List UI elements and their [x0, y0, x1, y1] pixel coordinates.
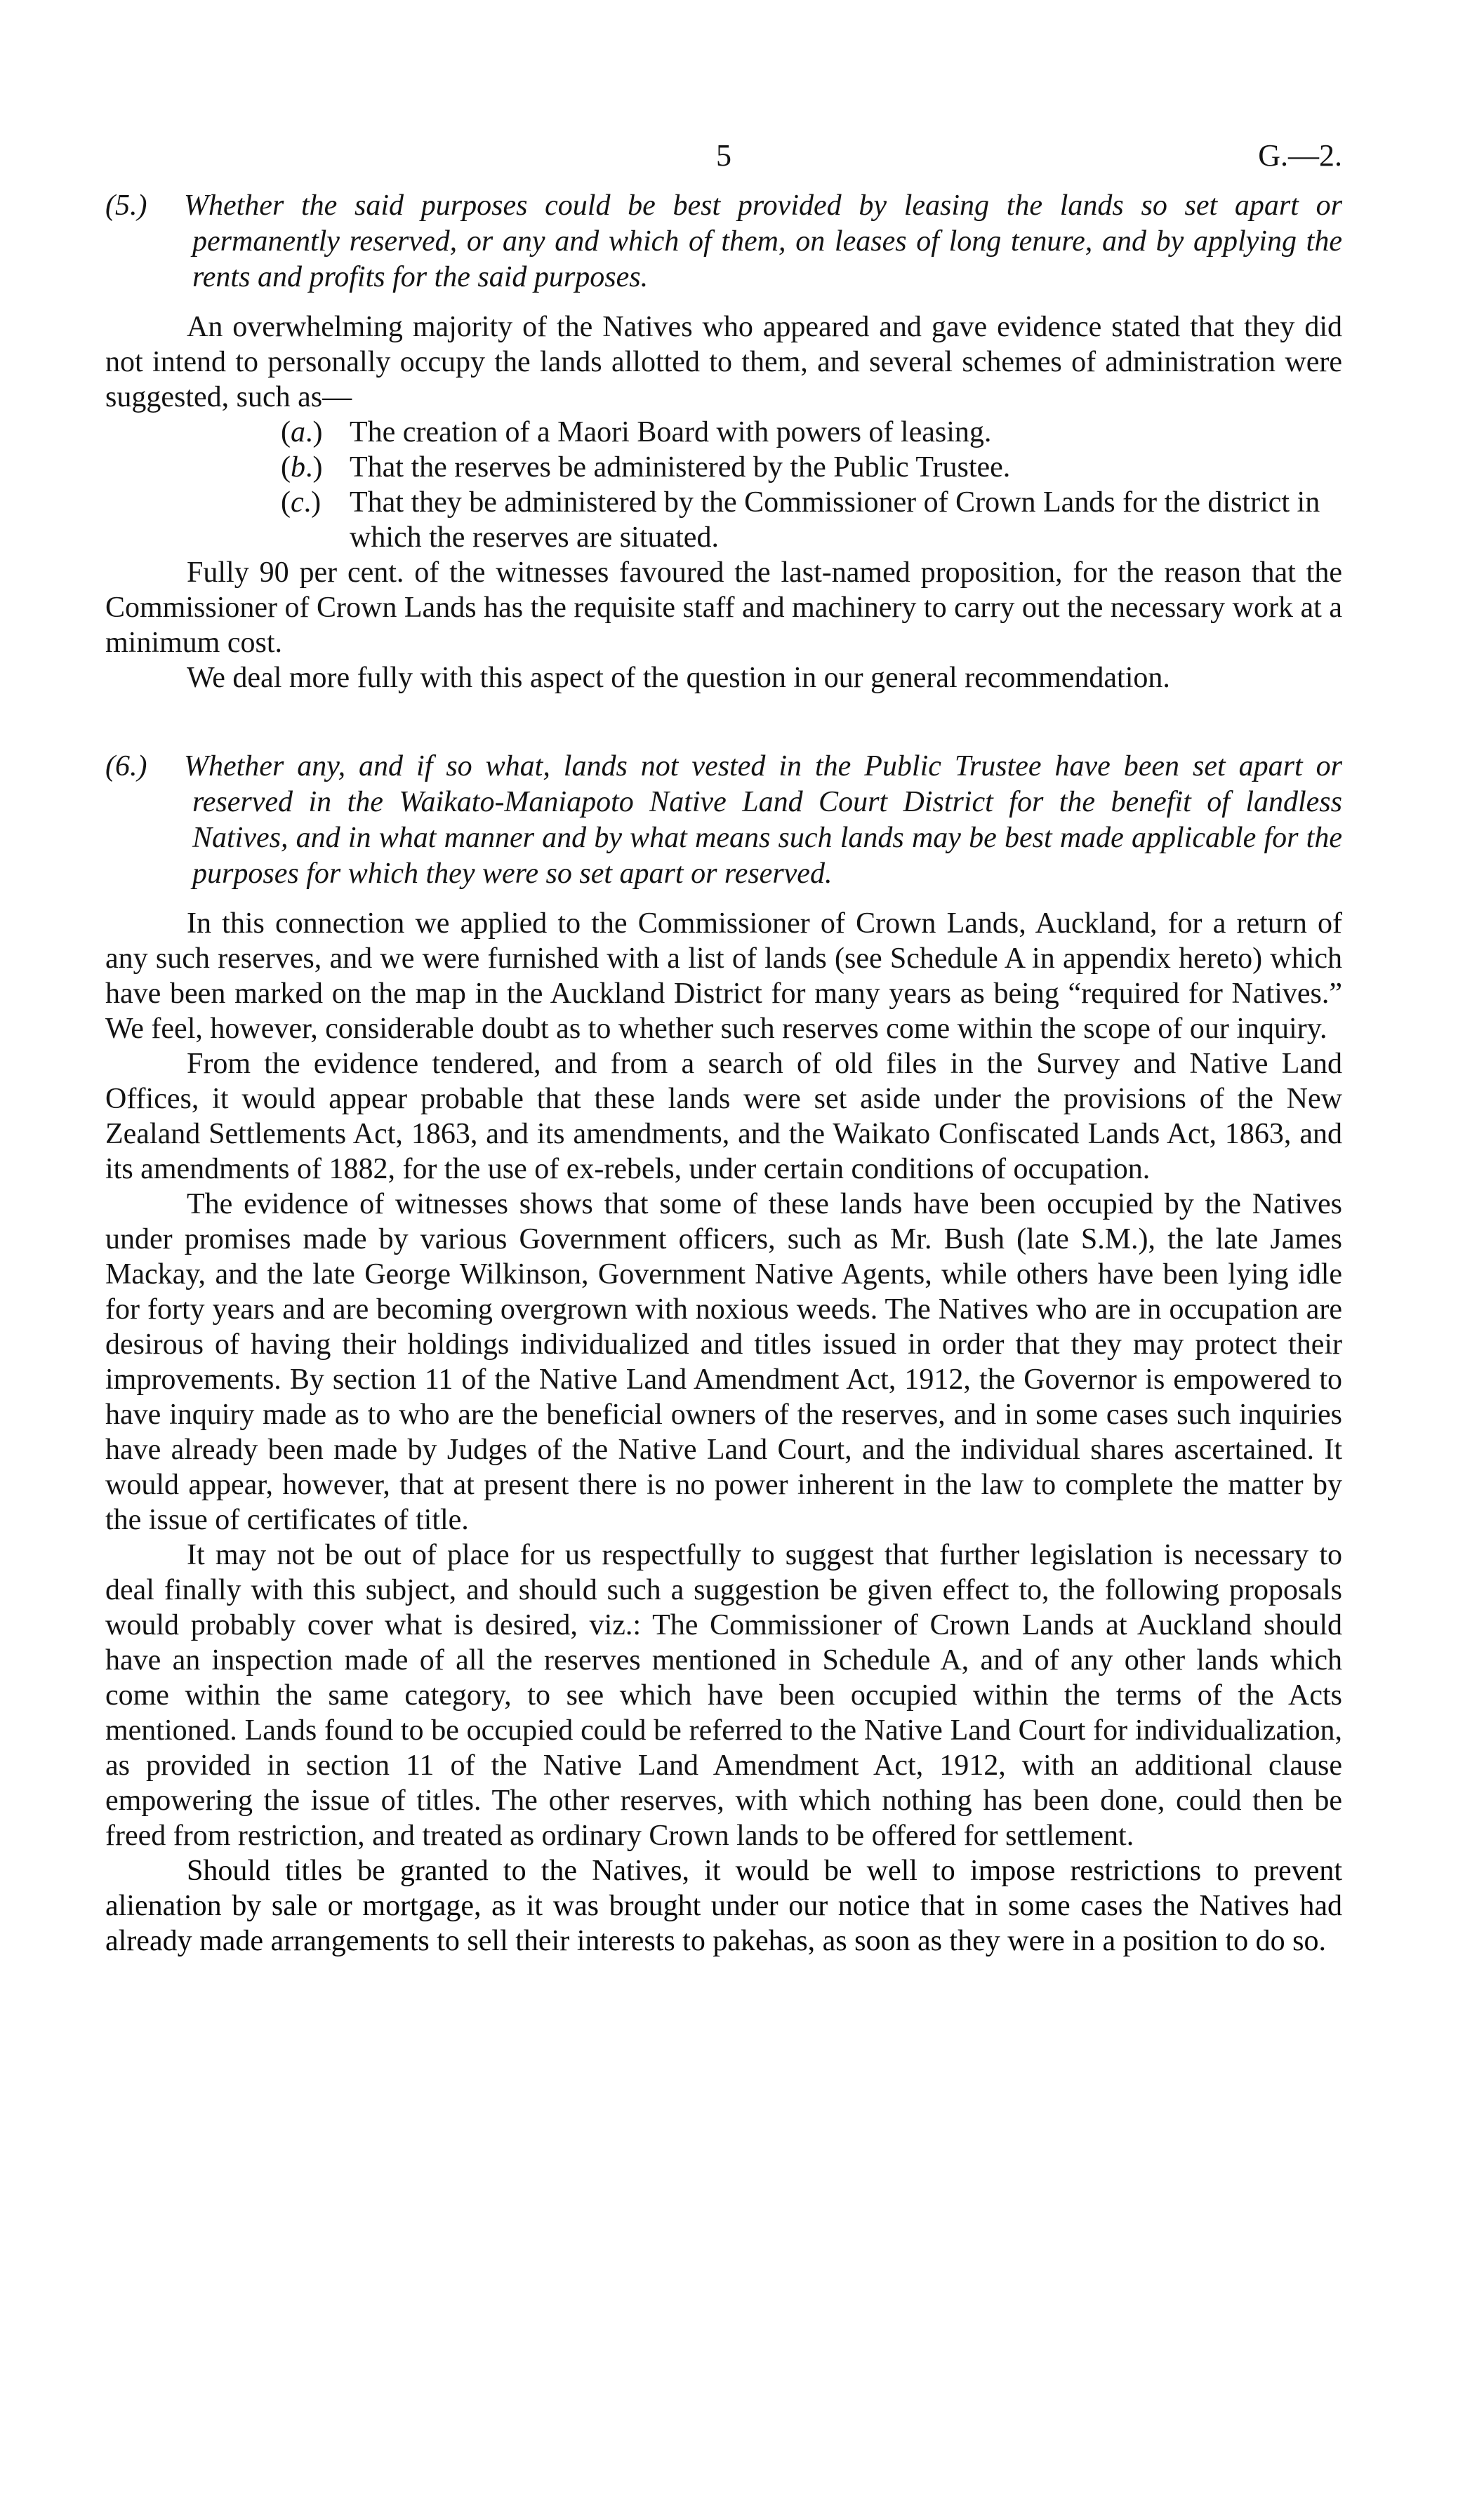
question-5	[105, 188, 1342, 295]
page-number: 5	[716, 138, 731, 173]
paragraph-witness-evidence: The evidence of witnesses shows that some of these lands have been occupied by the Natives under promises made by various Government officers, such as Mr. Bush (late S.M.), the late James Mackay, and the late George Wilkinson, Government Native Agents, while others have been lying idle for forty years and are becoming overgrown with noxious weeds. The Natives who are in occupation are desirous of having their holdings individualized and titles issued in order that they may protect their improvements. By section 11 of the Native Land Amendment Act, 1912, the Governor is empowered to have inquiry made as to who are the beneficial owners of the reserves, and in some cases such inquiries have already been made by Judges of the Native Land Court, and the individual shares ascertained. It would appear, however, that at present there is no power inherent in the law to complete the matter by the issue of certificates of title.	[105, 1188, 1342, 1536]
paragraph-commissioner-return: In this connection we applied to the Commissioner of Crown Lands, Auckland, for a return of any such reserves, and we were furnished with a list of lands (see Schedule A in appendix hereto) which have been marked on the map in the Auckland District for many years as being “required for Natives.” We feel, however, considerable doubt as to whether such reserves come within the scope of our inquiry.	[105, 907, 1342, 1045]
question-6	[105, 749, 1342, 892]
scheme-text: That the reserves be administered by the Public Trustee.	[350, 451, 1011, 484]
paragraph-general-recommendation: We deal more fully with this aspect of the question in our general recommendation.	[187, 662, 1170, 694]
scheme-text: The creation of a Maori Board with powers of leasing.	[350, 416, 992, 448]
document-reference: G.—2.	[1258, 138, 1342, 173]
paragraph-legislation-suggestion: It may not be out of place for us respectfully to suggest that further legislation is necessary to deal finally with this subject, and should such a suggestion be given effect to, the following proposals would probably cover what is desired, viz.: The Commissioner of Crown Lands at Auckland should have an inspection made of all the reserves mentioned in Schedule A, and of any other lands which come within the same category, to see which have been occupied within the terms of the Acts mentioned. Lands found to be occupied could be referred to the Native Land Court for individualization, as provided in section 11 of the Native Land Amendment Act, 1912, with an additional clause empowering the issue of titles. The other reserves, with which nothing has been done, could then be freed from restriction, and treated as ordinary Crown lands to be offered for settlement.	[105, 1539, 1342, 1852]
paragraph-restrictions: Should titles be granted to the Natives, it would be well to impose restrictions to prevent alienation by sale or mortgage, as it was brought under our notice that in some cases the Natives had already made arrangements to sell their interests to pakehas, as soon as they were in a position to do so.	[105, 1855, 1342, 1957]
scheme-text: That they be administered by the Commissioner of Crown Lands for the district in which the reserves are situated.	[350, 486, 1320, 554]
paragraph-evidence-files: From the evidence tendered, and from a search of old files in the Survey and Native Land Offices, it would appear probable that these lands were set aside under the provisions of the New Zealand Settlements Act, 1863, and its amendments, and the Waikato Confiscated Lands Act, 1863, and its amendments of 1882, for the use of ex-rebels, under certain conditions of occupation.	[105, 1048, 1342, 1185]
scheme-letter: b	[291, 451, 305, 484]
paragraph-schemes-intro: An overwhelming majority of the Natives who appeared and gave evidence stated that they did not intend to personally occupy the lands allotted to them, and several schemes of administration were suggested, such as—	[105, 311, 1342, 413]
paragraph-ninety-percent: Fully 90 per cent. of the witnesses favoured the last-named proposition, for the reason that the Commissioner of Crown Lands has the requisite staff and machinery to carry out the necessary work at a minimum cost.	[105, 556, 1342, 659]
question-5-text: Whether the said purposes could be best provided by leasing the lands so set apart or permanently reserved, or any and which of them, on leases of long tenure, and by applying the rents and profits for the said purposes.	[184, 189, 1342, 293]
schemes-list	[105, 415, 1342, 555]
scheme-item: (c.) That they be administered by the Commissioner of Crown Lands for the district in which the reserves are situated.	[281, 486, 1320, 554]
question-6-number: (6.)	[105, 750, 147, 782]
scheme-letter: a	[291, 416, 305, 448]
document-page	[105, 138, 1342, 1959]
scheme-item: (a.) The creation of a Maori Board with powers of leasing.	[281, 416, 992, 448]
scheme-letter: c	[291, 486, 304, 519]
scheme-item: (b.) That the reserves be administered by the Public Trustee.	[281, 451, 1011, 484]
question-6-text: Whether any, and if so what, lands not vested in the Public Trustee have been set apart or reserved in the Waikato-Maniapoto Native Land Court District for the benefit of landless Natives, and in what manner and by what means such lands may be best made applicable for the purposes for which they were so set apart or reserved.	[184, 750, 1342, 890]
page-header	[105, 138, 1342, 188]
question-5-number: (5.)	[105, 189, 147, 222]
